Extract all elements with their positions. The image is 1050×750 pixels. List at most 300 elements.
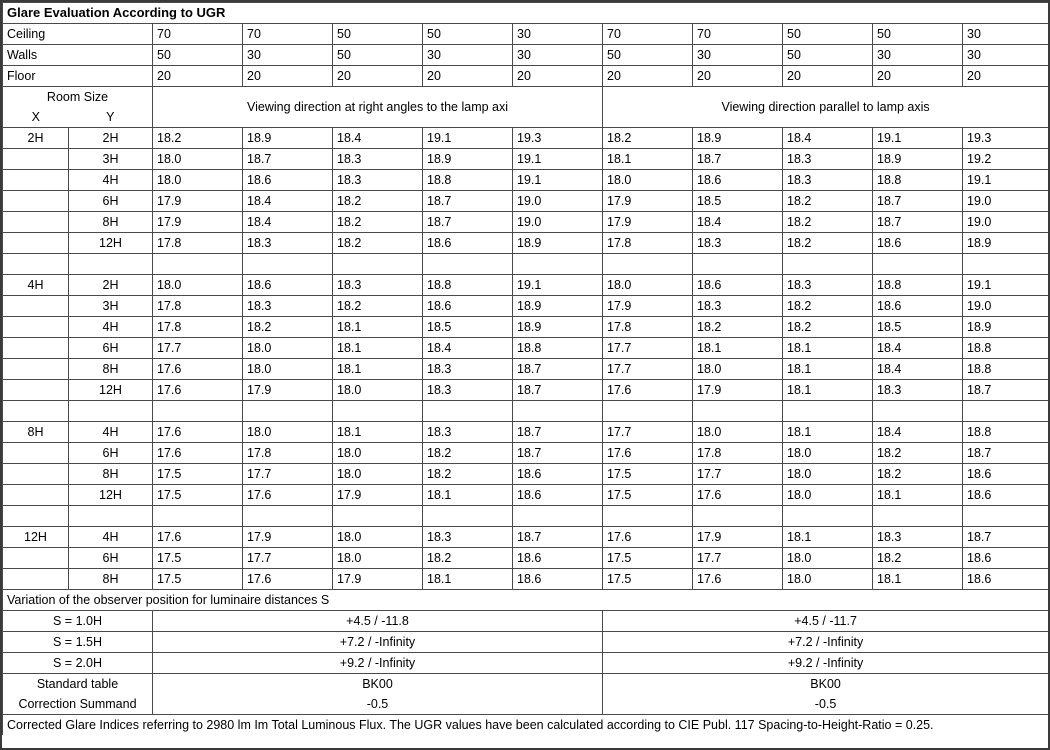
cell-right-5: 19.1 bbox=[963, 275, 1049, 296]
table-row bbox=[3, 548, 1049, 569]
cell-left-2: 17.9 bbox=[243, 527, 333, 548]
cell-right-4: 18.3 bbox=[873, 527, 963, 548]
variation-left-3: +9.2 / -Infinity bbox=[153, 653, 603, 674]
cell-left-1: 17.5 bbox=[153, 464, 243, 485]
standard-table-label: Standard table bbox=[3, 674, 153, 695]
cell-left-5: 18.9 bbox=[513, 296, 603, 317]
cell-left-2: 17.9 bbox=[243, 380, 333, 401]
cell-right-3: 18.4 bbox=[783, 128, 873, 149]
cell-left-3: 18.3 bbox=[333, 149, 423, 170]
spacer-cell bbox=[243, 254, 333, 275]
floor-value-3: 20 bbox=[333, 66, 423, 87]
cell-left-4: 18.3 bbox=[423, 527, 513, 548]
cell-left-2: 18.6 bbox=[243, 275, 333, 296]
cell-left-1: 17.9 bbox=[153, 212, 243, 233]
s-label-3: S = 2.0H bbox=[3, 653, 153, 674]
cell-left-4: 18.1 bbox=[423, 485, 513, 506]
cell-left-4: 18.6 bbox=[423, 296, 513, 317]
walls-value-3: 50 bbox=[333, 45, 423, 66]
cell-right-5: 18.6 bbox=[963, 464, 1049, 485]
cell-right-5: 18.7 bbox=[963, 443, 1049, 464]
y-label: 4H bbox=[69, 317, 153, 338]
spacer-cell bbox=[873, 506, 963, 527]
cell-left-3: 18.0 bbox=[333, 380, 423, 401]
standard-table-right: BK00 bbox=[603, 674, 1049, 695]
cell-left-3: 18.0 bbox=[333, 548, 423, 569]
y-label: 4H bbox=[69, 422, 153, 443]
ceiling-value-8: 50 bbox=[783, 24, 873, 45]
cell-right-4: 19.1 bbox=[873, 128, 963, 149]
cell-right-5: 19.0 bbox=[963, 296, 1049, 317]
table-row bbox=[3, 233, 1049, 254]
cell-left-3: 18.3 bbox=[333, 275, 423, 296]
spacer-cell bbox=[603, 254, 693, 275]
cell-right-3: 18.2 bbox=[783, 212, 873, 233]
spacer-cell bbox=[513, 401, 603, 422]
x-label bbox=[3, 317, 69, 338]
table-row bbox=[3, 212, 1049, 233]
group-spacer bbox=[3, 506, 1049, 527]
variation-row-1 bbox=[3, 611, 1049, 632]
room-size-label: Room Size bbox=[3, 87, 153, 108]
floor-value-8: 20 bbox=[783, 66, 873, 87]
cell-left-1: 17.7 bbox=[153, 338, 243, 359]
spacer-cell bbox=[69, 401, 153, 422]
cell-left-2: 17.7 bbox=[243, 464, 333, 485]
spacer-cell bbox=[153, 506, 243, 527]
cell-right-3: 18.3 bbox=[783, 149, 873, 170]
cell-left-5: 19.1 bbox=[513, 275, 603, 296]
cell-right-2: 17.9 bbox=[693, 380, 783, 401]
variation-row-3 bbox=[3, 653, 1049, 674]
cell-right-4: 18.1 bbox=[873, 569, 963, 590]
cell-right-3: 18.0 bbox=[783, 548, 873, 569]
walls-value-7: 30 bbox=[693, 45, 783, 66]
y-label: 12H bbox=[69, 380, 153, 401]
spacer-cell bbox=[873, 254, 963, 275]
x-label bbox=[3, 443, 69, 464]
cell-left-4: 18.3 bbox=[423, 380, 513, 401]
ceiling-value-2: 70 bbox=[243, 24, 333, 45]
standard-table-row bbox=[3, 674, 1049, 695]
spacer-cell bbox=[333, 506, 423, 527]
cell-left-2: 18.0 bbox=[243, 422, 333, 443]
cell-left-5: 19.0 bbox=[513, 191, 603, 212]
cell-left-4: 18.7 bbox=[423, 212, 513, 233]
spacer-cell bbox=[243, 506, 333, 527]
cell-right-1: 18.0 bbox=[603, 275, 693, 296]
table-row bbox=[3, 443, 1049, 464]
y-label: 8H bbox=[69, 359, 153, 380]
cell-right-3: 18.1 bbox=[783, 380, 873, 401]
walls-value-6: 50 bbox=[603, 45, 693, 66]
cell-left-5: 19.3 bbox=[513, 128, 603, 149]
cell-left-3: 18.2 bbox=[333, 212, 423, 233]
table-row bbox=[3, 191, 1049, 212]
cell-right-2: 17.7 bbox=[693, 464, 783, 485]
cell-left-1: 17.5 bbox=[153, 569, 243, 590]
cell-left-2: 18.0 bbox=[243, 338, 333, 359]
cell-left-5: 18.9 bbox=[513, 317, 603, 338]
x-label bbox=[3, 170, 69, 191]
floor-value-4: 20 bbox=[423, 66, 513, 87]
x-label bbox=[3, 569, 69, 590]
x-label: 8H bbox=[3, 422, 69, 443]
y-label: 6H bbox=[69, 443, 153, 464]
cell-right-4: 18.8 bbox=[873, 275, 963, 296]
x-label bbox=[3, 191, 69, 212]
cell-right-4: 18.4 bbox=[873, 359, 963, 380]
cell-right-5: 19.0 bbox=[963, 212, 1049, 233]
table-row bbox=[3, 317, 1049, 338]
cell-left-1: 17.8 bbox=[153, 233, 243, 254]
floor-value-9: 20 bbox=[873, 66, 963, 87]
variation-right-1: +4.5 / -11.7 bbox=[603, 611, 1049, 632]
cell-right-4: 18.5 bbox=[873, 317, 963, 338]
y-label: 12H bbox=[69, 233, 153, 254]
cell-left-5: 18.6 bbox=[513, 548, 603, 569]
cell-right-1: 18.0 bbox=[603, 170, 693, 191]
y-label: 8H bbox=[69, 464, 153, 485]
cell-left-3: 18.1 bbox=[333, 359, 423, 380]
cell-right-5: 18.6 bbox=[963, 485, 1049, 506]
cell-right-4: 18.9 bbox=[873, 149, 963, 170]
spacer-cell bbox=[333, 254, 423, 275]
cell-left-4: 18.9 bbox=[423, 149, 513, 170]
walls-value-9: 30 bbox=[873, 45, 963, 66]
walls-value-5: 30 bbox=[513, 45, 603, 66]
cell-left-1: 18.0 bbox=[153, 275, 243, 296]
spacer-cell bbox=[3, 401, 69, 422]
cell-left-5: 18.7 bbox=[513, 527, 603, 548]
table-row bbox=[3, 149, 1049, 170]
table-row bbox=[3, 485, 1049, 506]
cell-right-2: 17.8 bbox=[693, 443, 783, 464]
cell-right-1: 17.7 bbox=[603, 338, 693, 359]
cell-left-1: 17.6 bbox=[153, 443, 243, 464]
cell-left-3: 17.9 bbox=[333, 485, 423, 506]
cell-left-4: 18.8 bbox=[423, 275, 513, 296]
cell-right-1: 17.6 bbox=[603, 380, 693, 401]
spacer-cell bbox=[3, 506, 69, 527]
spacer-cell bbox=[783, 401, 873, 422]
page-title: Glare Evaluation According to UGR bbox=[3, 3, 1049, 24]
cell-right-1: 17.5 bbox=[603, 569, 693, 590]
cell-left-5: 18.7 bbox=[513, 359, 603, 380]
group-spacer bbox=[3, 401, 1049, 422]
cell-left-3: 18.2 bbox=[333, 296, 423, 317]
cell-left-5: 18.6 bbox=[513, 485, 603, 506]
cell-right-2: 18.0 bbox=[693, 422, 783, 443]
cell-left-3: 18.0 bbox=[333, 527, 423, 548]
y-label: 8H bbox=[69, 212, 153, 233]
cell-right-2: 18.3 bbox=[693, 296, 783, 317]
cell-right-3: 18.1 bbox=[783, 422, 873, 443]
y-label: 8H bbox=[69, 569, 153, 590]
spacer-cell bbox=[423, 506, 513, 527]
row-label-ceiling: Ceiling bbox=[3, 24, 153, 45]
variation-left-2: +7.2 / -Infinity bbox=[153, 632, 603, 653]
cell-left-4: 18.7 bbox=[423, 191, 513, 212]
cell-right-1: 17.7 bbox=[603, 422, 693, 443]
ugr-table bbox=[2, 2, 1049, 735]
cell-right-4: 18.2 bbox=[873, 548, 963, 569]
cell-right-1: 17.9 bbox=[603, 212, 693, 233]
cell-right-2: 18.3 bbox=[693, 233, 783, 254]
cell-right-1: 17.7 bbox=[603, 359, 693, 380]
cell-right-2: 17.6 bbox=[693, 569, 783, 590]
walls-value-1: 50 bbox=[153, 45, 243, 66]
ceiling-value-3: 50 bbox=[333, 24, 423, 45]
cell-right-3: 18.2 bbox=[783, 233, 873, 254]
cell-left-5: 18.6 bbox=[513, 569, 603, 590]
spacer-cell bbox=[69, 254, 153, 275]
table-row bbox=[3, 527, 1049, 548]
table-row bbox=[3, 380, 1049, 401]
cell-right-5: 18.8 bbox=[963, 359, 1049, 380]
ceiling-value-6: 70 bbox=[603, 24, 693, 45]
spacer-cell bbox=[243, 401, 333, 422]
cell-left-4: 19.1 bbox=[423, 128, 513, 149]
cell-left-5: 19.1 bbox=[513, 170, 603, 191]
table-row-walls bbox=[3, 45, 1049, 66]
cell-left-3: 18.2 bbox=[333, 191, 423, 212]
group-header-row bbox=[3, 87, 1049, 108]
cell-right-1: 17.5 bbox=[603, 548, 693, 569]
cell-right-4: 18.8 bbox=[873, 170, 963, 191]
spacer-cell bbox=[69, 506, 153, 527]
table-row bbox=[3, 275, 1049, 296]
correction-summand-row bbox=[3, 694, 1049, 715]
x-label bbox=[3, 485, 69, 506]
cell-right-5: 19.2 bbox=[963, 149, 1049, 170]
cell-left-3: 18.0 bbox=[333, 443, 423, 464]
cell-right-2: 17.6 bbox=[693, 485, 783, 506]
cell-right-5: 18.9 bbox=[963, 317, 1049, 338]
cell-right-2: 18.4 bbox=[693, 212, 783, 233]
header-y: Y bbox=[69, 107, 153, 128]
table-row-floor bbox=[3, 66, 1049, 87]
cell-right-1: 18.1 bbox=[603, 149, 693, 170]
cell-right-2: 18.1 bbox=[693, 338, 783, 359]
row-label-walls: Walls bbox=[3, 45, 153, 66]
x-label bbox=[3, 149, 69, 170]
cell-left-2: 18.2 bbox=[243, 317, 333, 338]
table-row-ceiling bbox=[3, 24, 1049, 45]
correction-summand-right: -0.5 bbox=[603, 694, 1049, 715]
y-label: 12H bbox=[69, 485, 153, 506]
cell-right-3: 18.1 bbox=[783, 359, 873, 380]
cell-left-2: 18.4 bbox=[243, 212, 333, 233]
cell-right-3: 18.0 bbox=[783, 464, 873, 485]
x-label bbox=[3, 296, 69, 317]
cell-right-2: 18.6 bbox=[693, 275, 783, 296]
x-label bbox=[3, 212, 69, 233]
spacer-cell bbox=[333, 401, 423, 422]
table-row bbox=[3, 296, 1049, 317]
spacer-cell bbox=[963, 254, 1049, 275]
cell-left-3: 17.9 bbox=[333, 569, 423, 590]
cell-left-2: 18.9 bbox=[243, 128, 333, 149]
cell-right-1: 17.9 bbox=[603, 296, 693, 317]
cell-left-2: 17.6 bbox=[243, 569, 333, 590]
cell-left-3: 18.1 bbox=[333, 317, 423, 338]
y-label: 2H bbox=[69, 128, 153, 149]
cell-left-5: 18.7 bbox=[513, 380, 603, 401]
cell-left-2: 18.7 bbox=[243, 149, 333, 170]
s-label-2: S = 1.5H bbox=[3, 632, 153, 653]
y-label: 2H bbox=[69, 275, 153, 296]
cell-right-1: 17.8 bbox=[603, 317, 693, 338]
cell-right-3: 18.0 bbox=[783, 485, 873, 506]
spacer-cell bbox=[513, 506, 603, 527]
walls-value-8: 50 bbox=[783, 45, 873, 66]
cell-right-5: 18.6 bbox=[963, 548, 1049, 569]
cell-left-1: 17.9 bbox=[153, 191, 243, 212]
x-label bbox=[3, 338, 69, 359]
cell-right-2: 18.7 bbox=[693, 149, 783, 170]
cell-left-4: 18.2 bbox=[423, 464, 513, 485]
ceiling-value-9: 50 bbox=[873, 24, 963, 45]
variation-right-3: +9.2 / -Infinity bbox=[603, 653, 1049, 674]
cell-right-4: 18.1 bbox=[873, 485, 963, 506]
cell-left-4: 18.5 bbox=[423, 317, 513, 338]
walls-value-2: 30 bbox=[243, 45, 333, 66]
spacer-cell bbox=[783, 254, 873, 275]
table-row bbox=[3, 464, 1049, 485]
floor-value-5: 20 bbox=[513, 66, 603, 87]
cell-left-2: 18.6 bbox=[243, 170, 333, 191]
cell-left-5: 19.0 bbox=[513, 212, 603, 233]
spacer-cell bbox=[783, 506, 873, 527]
cell-right-4: 18.3 bbox=[873, 380, 963, 401]
spacer-cell bbox=[963, 401, 1049, 422]
footnote-row bbox=[3, 715, 1049, 736]
x-label: 4H bbox=[3, 275, 69, 296]
cell-right-5: 18.7 bbox=[963, 527, 1049, 548]
table-row bbox=[3, 359, 1049, 380]
cell-right-2: 18.5 bbox=[693, 191, 783, 212]
ceiling-value-5: 30 bbox=[513, 24, 603, 45]
cell-left-1: 17.5 bbox=[153, 485, 243, 506]
cell-left-4: 18.2 bbox=[423, 443, 513, 464]
y-label: 6H bbox=[69, 548, 153, 569]
spacer-cell bbox=[963, 506, 1049, 527]
walls-value-4: 30 bbox=[423, 45, 513, 66]
cell-left-3: 18.1 bbox=[333, 422, 423, 443]
cell-right-3: 18.0 bbox=[783, 443, 873, 464]
cell-left-5: 18.7 bbox=[513, 443, 603, 464]
cell-right-5: 18.9 bbox=[963, 233, 1049, 254]
cell-right-1: 17.6 bbox=[603, 443, 693, 464]
s-label-1: S = 1.0H bbox=[3, 611, 153, 632]
cell-left-5: 18.7 bbox=[513, 422, 603, 443]
spacer-cell bbox=[693, 401, 783, 422]
cell-left-1: 17.8 bbox=[153, 317, 243, 338]
x-label bbox=[3, 380, 69, 401]
cell-right-4: 18.2 bbox=[873, 443, 963, 464]
cell-right-5: 18.6 bbox=[963, 569, 1049, 590]
spacer-cell bbox=[423, 401, 513, 422]
header-x: X bbox=[3, 107, 69, 128]
cell-left-1: 17.8 bbox=[153, 296, 243, 317]
cell-left-1: 17.5 bbox=[153, 548, 243, 569]
cell-right-5: 19.0 bbox=[963, 191, 1049, 212]
spacer-cell bbox=[603, 401, 693, 422]
cell-left-4: 18.2 bbox=[423, 548, 513, 569]
group-spacer bbox=[3, 254, 1049, 275]
variation-heading: Variation of the observer position for luminaire distances S bbox=[3, 590, 1049, 611]
title-row bbox=[3, 3, 1049, 24]
cell-right-3: 18.1 bbox=[783, 527, 873, 548]
table-row bbox=[3, 128, 1049, 149]
cell-right-5: 19.1 bbox=[963, 170, 1049, 191]
y-label: 6H bbox=[69, 338, 153, 359]
x-label bbox=[3, 548, 69, 569]
cell-left-1: 17.6 bbox=[153, 422, 243, 443]
cell-left-3: 18.1 bbox=[333, 338, 423, 359]
correction-summand-label: Correction Summand bbox=[3, 694, 153, 715]
cell-right-3: 18.2 bbox=[783, 296, 873, 317]
cell-left-4: 18.4 bbox=[423, 338, 513, 359]
group-header-parallel: Viewing direction parallel to lamp axis bbox=[603, 87, 1049, 128]
correction-summand-left: -0.5 bbox=[153, 694, 603, 715]
cell-right-3: 18.0 bbox=[783, 569, 873, 590]
cell-left-4: 18.6 bbox=[423, 233, 513, 254]
cell-right-5: 18.8 bbox=[963, 338, 1049, 359]
cell-left-4: 18.3 bbox=[423, 422, 513, 443]
floor-value-2: 20 bbox=[243, 66, 333, 87]
variation-heading-row bbox=[3, 590, 1049, 611]
cell-right-4: 18.7 bbox=[873, 212, 963, 233]
spacer-cell bbox=[693, 254, 783, 275]
table-row bbox=[3, 422, 1049, 443]
cell-left-1: 17.6 bbox=[153, 380, 243, 401]
cell-right-4: 18.7 bbox=[873, 191, 963, 212]
variation-left-1: +4.5 / -11.8 bbox=[153, 611, 603, 632]
footnote-text: Corrected Glare Indices referring to 2980 lm Im Total Luminous Flux. The UGR values have been calculated according to CIE Publ. 117 Spacing-to-Height-Ratio = 0.25. bbox=[3, 715, 1049, 736]
cell-right-2: 18.0 bbox=[693, 359, 783, 380]
cell-left-3: 18.4 bbox=[333, 128, 423, 149]
spacer-cell bbox=[603, 506, 693, 527]
walls-value-10: 30 bbox=[963, 45, 1049, 66]
cell-left-2: 17.6 bbox=[243, 485, 333, 506]
spacer-cell bbox=[153, 401, 243, 422]
table-row bbox=[3, 338, 1049, 359]
cell-left-1: 17.6 bbox=[153, 359, 243, 380]
cell-left-1: 18.2 bbox=[153, 128, 243, 149]
cell-left-2: 18.3 bbox=[243, 296, 333, 317]
spacer-cell bbox=[3, 254, 69, 275]
cell-left-2: 17.7 bbox=[243, 548, 333, 569]
cell-right-3: 18.2 bbox=[783, 191, 873, 212]
table-row bbox=[3, 569, 1049, 590]
variation-row-2 bbox=[3, 632, 1049, 653]
row-label-floor: Floor bbox=[3, 66, 153, 87]
x-label: 2H bbox=[3, 128, 69, 149]
spacer-cell bbox=[873, 401, 963, 422]
cell-right-5: 18.8 bbox=[963, 422, 1049, 443]
cell-left-2: 18.4 bbox=[243, 191, 333, 212]
cell-right-1: 17.9 bbox=[603, 191, 693, 212]
y-label: 4H bbox=[69, 170, 153, 191]
cell-left-4: 18.8 bbox=[423, 170, 513, 191]
cell-right-1: 17.6 bbox=[603, 527, 693, 548]
cell-left-5: 18.8 bbox=[513, 338, 603, 359]
x-label: 12H bbox=[3, 527, 69, 548]
y-label: 4H bbox=[69, 527, 153, 548]
cell-left-5: 18.9 bbox=[513, 233, 603, 254]
